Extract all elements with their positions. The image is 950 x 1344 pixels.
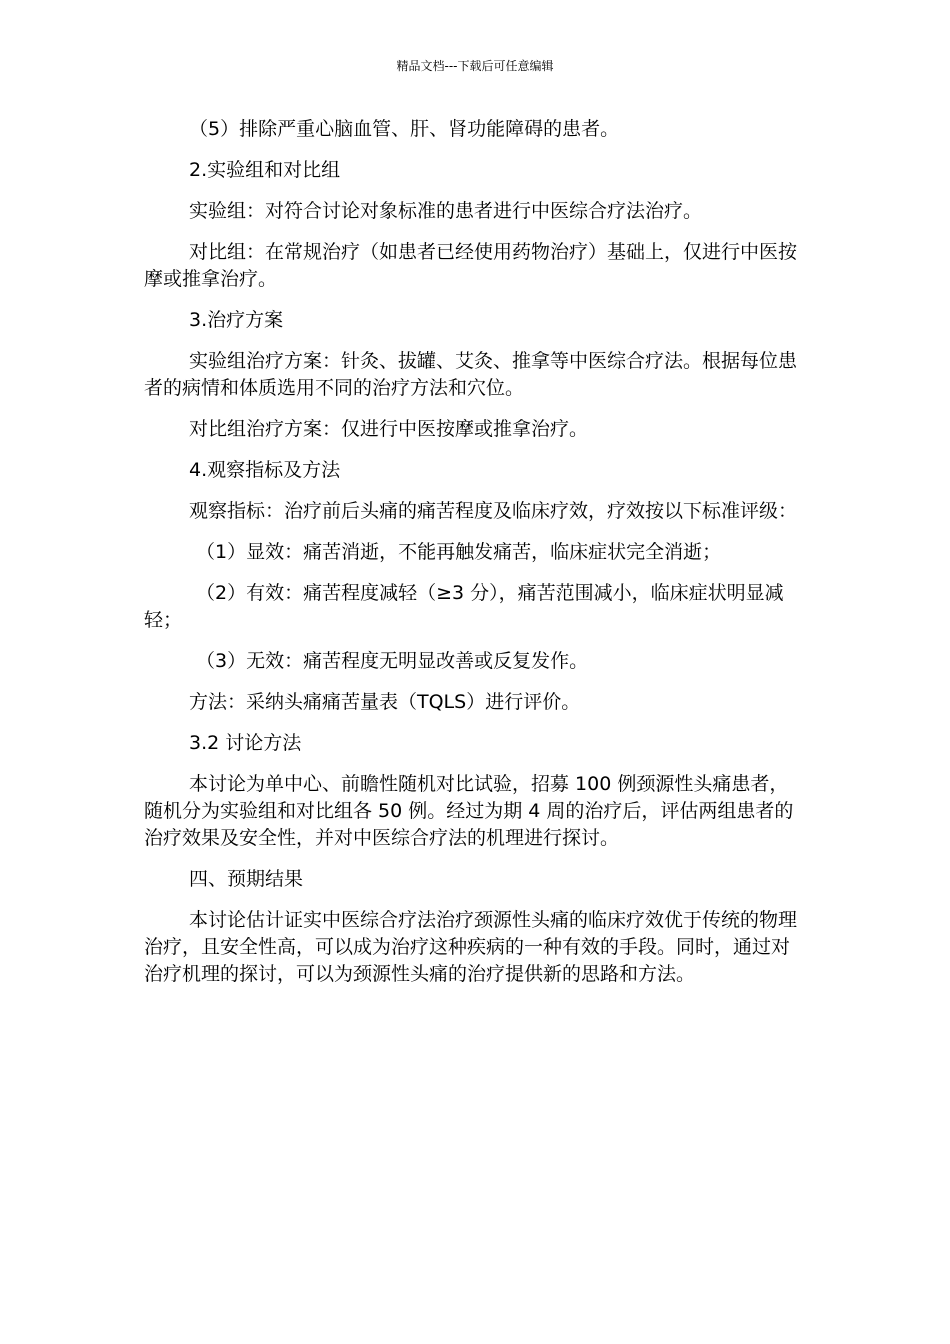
discussion-method-text: 本讨论为单中心、前瞻性随机对比试验，招募 100 例颈源性头痛患者，随机分为实验组和对比组各 50 例。经过为期 4 周的治疗后，评估两组患者的治疗效果及安全性，并对中医综合疗法的机理进行探讨。 (144, 773, 794, 849)
observation-indicators: 观察指标：治疗前后头痛的痛苦程度及临床疗效，疗效按以下标准评级： (189, 500, 798, 522)
page-header: 精品文档---下载后可任意编辑 (396, 59, 554, 73)
expected-results-text: 本讨论估计证实中医综合疗法治疗颈源性头痛的临床疗效优于传统的物理治疗，且安全性高，可以成为治疗这种疾病的一种有效的手段。同时，通过对治疗机理的探讨，可以为颈源性头痛的治疗提供新的思路和方法。 (144, 909, 798, 985)
experimental-treatment-plan: 实验组治疗方案：针灸、拔罐、艾灸、推拿等中医综合疗法。根据每位患者的病情和体质选用不同的治疗方法和穴位。 (144, 350, 798, 399)
control-treatment-plan: 对比组治疗方案：仅进行中医按摩或推拿治疗。 (189, 418, 589, 440)
control-group-description: 对比组：在常规治疗（如患者已经使用药物治疗）基础上，仅进行中医按摩或推拿治疗。 (144, 241, 798, 290)
document-body (144, 116, 804, 1002)
experimental-group-description: 实验组：对符合讨论对象标准的患者进行中医综合疗法治疗。 (189, 200, 703, 222)
evaluation-method: 方法：采纳头痛痛苦量表（TQLS）进行评价。 (189, 691, 581, 713)
section-heading-treatment-plan: 3.治疗方案 (189, 309, 284, 331)
section-heading-observation: 4.观察指标及方法 (189, 459, 341, 481)
section-heading-discussion-method: 3.2 讨论方法 (189, 732, 302, 754)
efficacy-grade-3: （3）无效：痛苦程度无明显改善或反复发作。 (196, 650, 589, 672)
section-heading-groups: 2.实验组和对比组 (189, 159, 341, 181)
section-heading-expected-results: 四、预期结果 (189, 868, 304, 890)
efficacy-grade-2: （2）有效：痛苦程度减轻（≥3 分），痛苦范围减小，临床症状明显减轻； (144, 582, 784, 631)
efficacy-grade-1: （1）显效：痛苦消逝，不能再触发痛苦，临床症状完全消逝； (196, 541, 722, 563)
exclusion-criterion-5: （5）排除严重心脑血管、肝、肾功能障碍的患者。 (189, 118, 620, 140)
